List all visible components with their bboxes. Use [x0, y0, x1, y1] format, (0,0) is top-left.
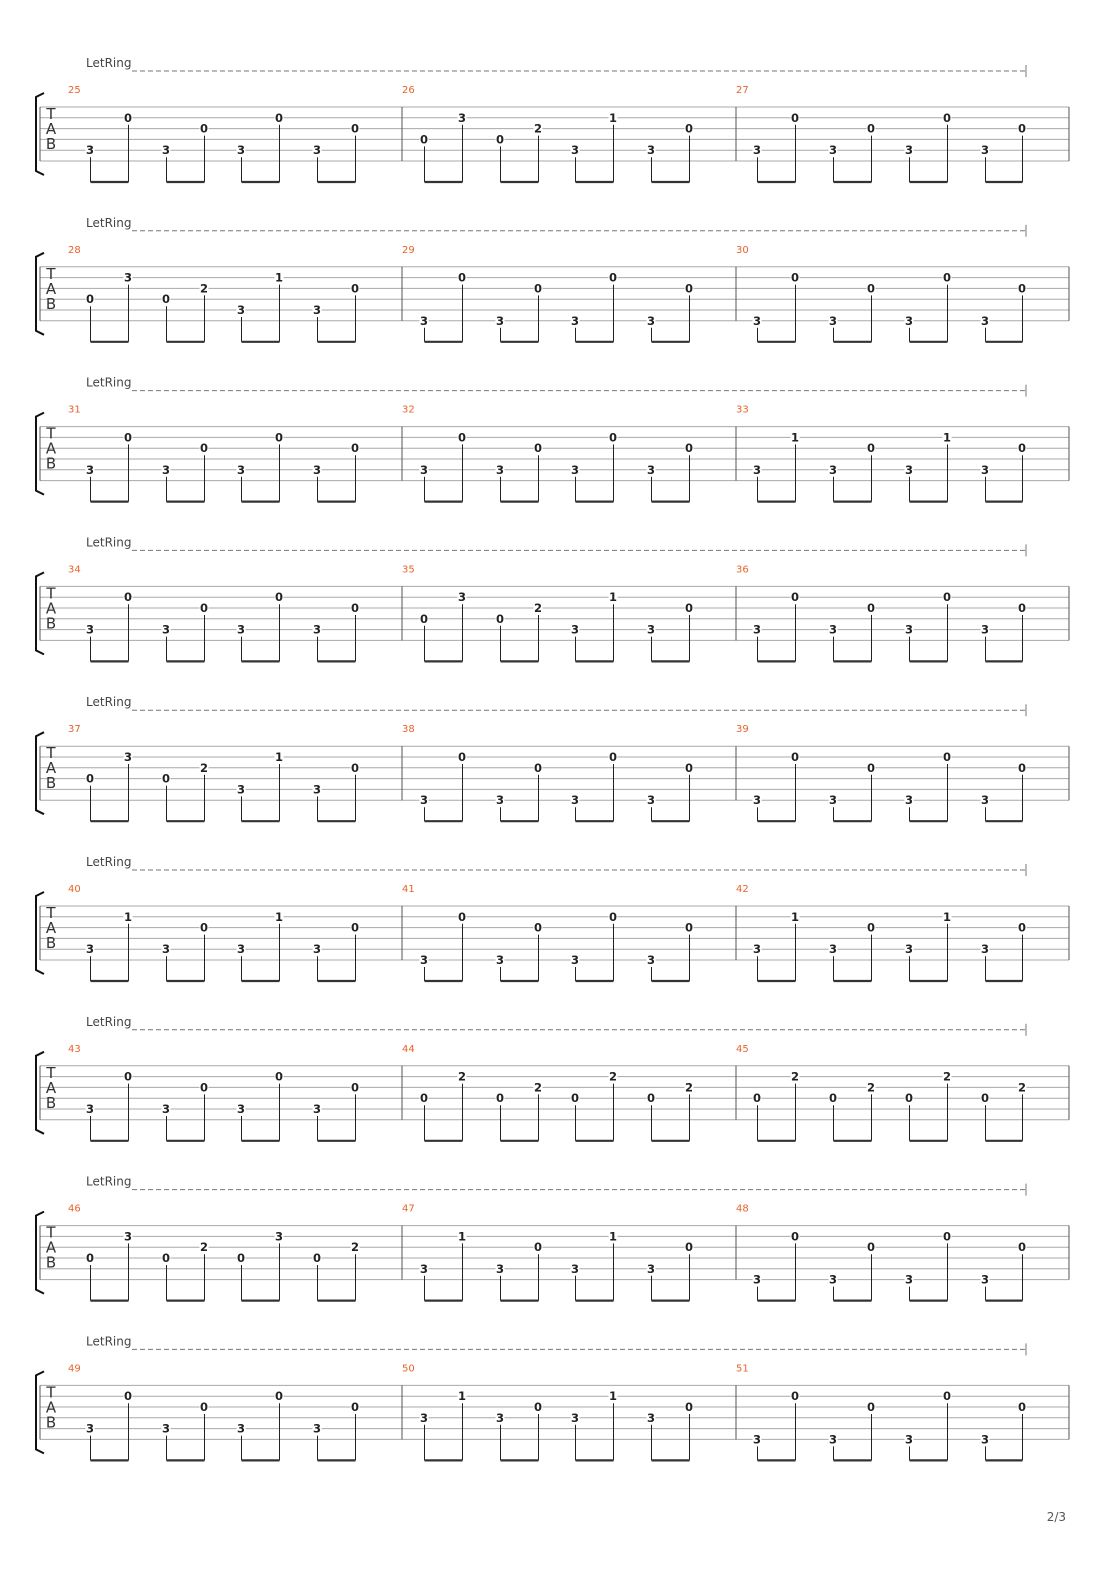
fret-number: 0: [312, 1251, 322, 1265]
fret-number: 3: [312, 462, 322, 477]
fret-number: 0: [161, 292, 171, 307]
fret-number: 0: [350, 760, 360, 775]
tab-clef-letter: B: [45, 454, 57, 473]
fret-number: 3: [828, 313, 838, 328]
fret-number: 3: [123, 1229, 133, 1244]
fret-number: 0: [790, 1229, 800, 1244]
fret-number: 1: [274, 909, 284, 924]
fret-number: 1: [123, 909, 133, 924]
measure-number: 35: [402, 564, 415, 576]
fret-number: 0: [350, 1400, 360, 1414]
tab-clef-letter: B: [45, 1253, 57, 1272]
fret-number: 3: [161, 1421, 171, 1436]
fret-number: 3: [752, 1272, 762, 1287]
fret-number: 3: [570, 462, 580, 477]
tab-clef-letter: B: [45, 135, 57, 153]
tab-clef-letter: T: [46, 264, 56, 283]
fret-number: 0: [942, 1389, 952, 1404]
fret-number: 3: [457, 590, 467, 605]
fret-number: 3: [123, 750, 133, 764]
fret-number: 0: [1017, 441, 1027, 456]
tab-system: [36, 376, 1069, 502]
fret-number: 3: [904, 622, 914, 637]
fret-number: 0: [942, 1229, 952, 1244]
measure-number: 31: [68, 404, 81, 416]
fret-number: 1: [608, 590, 618, 605]
fret-number: 0: [533, 441, 543, 456]
fret-number: 3: [828, 793, 838, 808]
letring-label: LetRing: [86, 695, 132, 710]
measure-number: 36: [736, 564, 749, 576]
fret-number: 3: [161, 143, 171, 158]
fret-number: 3: [828, 143, 838, 158]
tab-system: [36, 855, 1069, 981]
fret-number: 3: [85, 1102, 95, 1116]
fret-number: 2: [942, 1069, 952, 1084]
fret-number: 3: [646, 622, 656, 637]
fret-number: 3: [752, 1432, 762, 1447]
fret-number: 0: [274, 1069, 284, 1084]
fret-number: 2: [199, 281, 209, 296]
fret-number: 3: [904, 313, 914, 328]
fret-number: 3: [236, 782, 246, 797]
fret-number: 0: [495, 1091, 505, 1106]
fret-number: 3: [980, 143, 990, 158]
fret-number: 0: [274, 110, 284, 125]
fret-number: 3: [495, 1261, 505, 1276]
measure-number: 48: [736, 1203, 749, 1215]
fret-number: 0: [495, 611, 505, 626]
letring-label: LetRing: [86, 1334, 132, 1349]
fret-number: 3: [419, 1261, 429, 1276]
fret-number: 3: [570, 1261, 580, 1276]
fret-number: 0: [684, 121, 694, 136]
letring-label: LetRing: [86, 56, 132, 70]
fret-number: 3: [570, 622, 580, 637]
fret-number: 3: [85, 622, 95, 637]
fret-number: 0: [866, 441, 876, 456]
tab-clef-letter: B: [45, 1093, 57, 1112]
fret-number: 3: [85, 462, 95, 477]
fret-number: 0: [1017, 601, 1027, 615]
tab-system: [36, 695, 1069, 821]
letring-label: LetRing: [86, 375, 132, 390]
fret-number: 0: [419, 1091, 429, 1106]
fret-number: 3: [904, 1272, 914, 1287]
fret-number: 3: [828, 942, 838, 957]
fret-number: 3: [495, 313, 505, 328]
fret-number: 3: [312, 782, 322, 797]
fret-number: 0: [161, 771, 171, 786]
fret-number: 0: [533, 1240, 543, 1255]
tab-clef-letter: A: [45, 759, 57, 778]
fret-number: 3: [828, 1432, 838, 1447]
fret-number: 0: [123, 1389, 133, 1404]
fret-number: 0: [457, 750, 467, 764]
fret-number: 0: [866, 1400, 876, 1414]
fret-number: 3: [274, 1229, 284, 1244]
fret-number: 3: [161, 622, 171, 637]
fret-number: 3: [236, 143, 246, 158]
fret-number: 3: [646, 1410, 656, 1425]
fret-number: 3: [419, 1410, 429, 1425]
measure-number: 40: [68, 884, 81, 895]
measure-number: 28: [68, 244, 81, 256]
fret-number: 0: [123, 1069, 133, 1084]
fret-number: 2: [199, 1240, 209, 1255]
fret-number: 0: [942, 270, 952, 285]
fret-number: 1: [608, 110, 618, 125]
fret-number: 3: [980, 313, 990, 328]
fret-number: 3: [828, 1272, 838, 1287]
fret-number: 0: [608, 430, 618, 445]
tab-clef-letter: T: [46, 1383, 56, 1402]
fret-number: 3: [570, 313, 580, 328]
letring-label: LetRing: [86, 215, 132, 230]
tab-system: [36, 56, 1069, 182]
measure-number: 45: [736, 1043, 749, 1055]
fret-number: 3: [161, 942, 171, 957]
fret-number: 0: [684, 441, 694, 456]
tab-clef-letter: T: [46, 744, 56, 763]
fret-number: 3: [312, 143, 322, 158]
fret-number: 3: [752, 143, 762, 158]
fret-number: 3: [85, 942, 95, 957]
tab-system: [36, 1334, 1069, 1460]
tab-clef-letter: T: [46, 1063, 56, 1082]
tab-clef-letter: T: [46, 584, 56, 603]
fret-number: 0: [684, 1400, 694, 1414]
fret-number: 3: [980, 622, 990, 637]
tab-clef-letter: T: [46, 105, 56, 123]
fret-number: 3: [570, 143, 580, 158]
fret-number: 0: [866, 121, 876, 136]
fret-number: 3: [419, 793, 429, 808]
fret-number: 2: [790, 1069, 800, 1084]
fret-number: 0: [684, 920, 694, 935]
fret-number: 0: [533, 760, 543, 775]
measure-number: 49: [68, 1363, 81, 1375]
fret-number: 0: [85, 771, 95, 786]
fret-number: 0: [419, 132, 429, 147]
fret-number: 3: [236, 1421, 246, 1436]
letring-label: LetRing: [86, 535, 132, 550]
fret-number: 0: [608, 750, 618, 764]
fret-number: 0: [199, 121, 209, 136]
fret-number: 0: [790, 110, 800, 125]
fret-number: 0: [457, 430, 467, 445]
page-number: 2/3: [1046, 1510, 1066, 1524]
fret-number: 0: [942, 750, 952, 764]
fret-number: 0: [236, 1251, 246, 1265]
fret-number: 0: [1017, 760, 1027, 775]
fret-number: 0: [533, 1400, 543, 1414]
tab-clef-letter: A: [45, 279, 57, 298]
fret-number: 0: [646, 1091, 656, 1106]
fret-number: 3: [570, 953, 580, 967]
tab-system: [36, 216, 1069, 342]
fret-number: 0: [1017, 920, 1027, 935]
fret-number: 3: [85, 143, 95, 158]
fret-number: 3: [980, 462, 990, 477]
tab-clef-letter: A: [45, 919, 57, 937]
fret-number: 0: [350, 920, 360, 935]
fret-number: 3: [752, 942, 762, 957]
fret-number: 1: [274, 270, 284, 285]
tab-clef-letter: A: [45, 599, 57, 618]
fret-number: 3: [646, 1261, 656, 1276]
tab-clef-letter: A: [45, 1398, 57, 1417]
fret-number: 3: [980, 793, 990, 808]
measure-number: 25: [68, 85, 81, 96]
fret-number: 0: [608, 909, 618, 924]
fret-number: 2: [608, 1069, 618, 1084]
tab-clef-letter: A: [45, 120, 57, 138]
tab-clef-letter: A: [45, 1078, 57, 1097]
fret-number: 0: [274, 430, 284, 445]
fret-number: 0: [199, 1400, 209, 1414]
fret-number: 0: [1017, 1400, 1027, 1414]
letring-label: LetRing: [86, 855, 132, 869]
fret-number: 3: [312, 1102, 322, 1116]
fret-number: 3: [312, 942, 322, 957]
measure-number: 37: [68, 724, 81, 736]
fret-number: 3: [312, 622, 322, 637]
measure-number: 34: [68, 564, 81, 576]
fret-number: 3: [752, 622, 762, 637]
letring-label: LetRing: [86, 1014, 132, 1029]
fret-number: 3: [236, 303, 246, 317]
tab-clef-letter: T: [46, 904, 56, 922]
tab-clef-letter: B: [45, 1413, 57, 1432]
fret-number: 0: [419, 611, 429, 626]
fret-number: 1: [942, 909, 952, 924]
fret-number: 3: [236, 622, 246, 637]
fret-number: 0: [123, 110, 133, 125]
fret-number: 3: [236, 462, 246, 477]
fret-number: 0: [942, 590, 952, 605]
measure-number: 42: [736, 884, 749, 895]
fret-number: 0: [1017, 1240, 1027, 1255]
fret-number: 0: [866, 1240, 876, 1255]
fret-number: 2: [866, 1080, 876, 1095]
measure-number: 32: [402, 404, 415, 416]
measure-number: 30: [736, 244, 749, 256]
fret-number: 0: [570, 1091, 580, 1106]
fret-number: 0: [85, 1251, 95, 1265]
fret-number: 0: [274, 1389, 284, 1404]
tab-system: [36, 535, 1069, 661]
fret-number: 3: [570, 793, 580, 808]
fret-number: 3: [904, 942, 914, 957]
measure-number: 27: [736, 85, 749, 96]
fret-number: 2: [533, 121, 543, 136]
fret-number: 0: [350, 441, 360, 456]
fret-number: 0: [752, 1091, 762, 1106]
fret-number: 2: [199, 760, 209, 775]
fret-number: 0: [123, 430, 133, 445]
fret-number: 1: [790, 430, 800, 445]
fret-number: 2: [533, 601, 543, 615]
fret-number: 3: [419, 462, 429, 477]
fret-number: 2: [350, 1240, 360, 1255]
tab-clef-letter: B: [45, 614, 57, 633]
fret-number: 0: [533, 920, 543, 935]
fret-number: 3: [495, 793, 505, 808]
fret-number: 0: [533, 281, 543, 296]
fret-number: 2: [1017, 1080, 1027, 1095]
fret-number: 3: [646, 793, 656, 808]
measure-number: 50: [402, 1363, 415, 1375]
tab-clef-letter: A: [45, 1238, 57, 1257]
fret-number: 0: [684, 601, 694, 615]
fret-number: 0: [866, 760, 876, 775]
measure-number: 47: [402, 1203, 415, 1215]
fret-number: 0: [274, 590, 284, 605]
fret-number: 3: [752, 793, 762, 808]
fret-number: 0: [123, 590, 133, 605]
fret-number: 0: [199, 441, 209, 456]
letring-label: LetRing: [86, 1174, 132, 1189]
fret-number: 1: [457, 1389, 467, 1404]
fret-number: 1: [942, 430, 952, 445]
fret-number: 1: [790, 909, 800, 924]
fret-number: 3: [646, 953, 656, 967]
measure-number: 39: [736, 724, 749, 736]
measure-number: 51: [736, 1363, 749, 1375]
measure-number: 44: [402, 1043, 415, 1055]
fret-number: 1: [608, 1229, 618, 1244]
fret-number: 0: [350, 121, 360, 136]
fret-number: 3: [123, 270, 133, 285]
fret-number: 0: [684, 281, 694, 296]
fret-number: 0: [790, 590, 800, 605]
fret-number: 0: [350, 601, 360, 615]
fret-number: 3: [904, 143, 914, 158]
measure-number: 43: [68, 1043, 81, 1055]
fret-number: 0: [457, 270, 467, 285]
fret-number: 0: [350, 281, 360, 296]
fret-number: 0: [1017, 281, 1027, 296]
fret-number: 0: [828, 1091, 838, 1106]
fret-number: 0: [199, 920, 209, 935]
fret-number: 2: [533, 1080, 543, 1095]
tab-clef-letter: A: [45, 439, 57, 458]
fret-number: 3: [419, 313, 429, 328]
measure-number: 38: [402, 724, 415, 736]
fret-number: 0: [457, 909, 467, 924]
fret-number: 0: [790, 1389, 800, 1404]
fret-number: 3: [312, 1421, 322, 1436]
fret-number: 0: [1017, 121, 1027, 136]
fret-number: 3: [828, 622, 838, 637]
fret-number: 0: [199, 601, 209, 615]
fret-number: 0: [350, 1080, 360, 1095]
fret-number: 3: [646, 313, 656, 328]
fret-number: 1: [457, 1229, 467, 1244]
fret-number: 3: [904, 462, 914, 477]
fret-number: 0: [684, 1240, 694, 1255]
measure-number: 46: [68, 1203, 81, 1215]
fret-number: 0: [85, 292, 95, 307]
fret-number: 3: [457, 110, 467, 125]
fret-number: 0: [608, 270, 618, 285]
fret-number: 0: [495, 132, 505, 147]
fret-number: 0: [199, 1080, 209, 1095]
fret-number: 3: [495, 1410, 505, 1425]
fret-number: 3: [752, 462, 762, 477]
fret-number: 3: [495, 953, 505, 967]
fret-number: 3: [161, 1102, 171, 1116]
fret-number: 2: [457, 1069, 467, 1084]
fret-number: 1: [274, 750, 284, 764]
fret-number: 3: [495, 462, 505, 477]
fret-number: 0: [866, 601, 876, 615]
fret-number: 3: [980, 1432, 990, 1447]
fret-number: 0: [904, 1091, 914, 1106]
tab-clef-letter: B: [45, 294, 57, 313]
fret-number: 3: [980, 1272, 990, 1287]
fret-number: 0: [161, 1251, 171, 1265]
fret-number: 3: [236, 942, 246, 957]
measure-number: 33: [736, 404, 749, 416]
fret-number: 3: [570, 1410, 580, 1425]
fret-number: 3: [236, 1102, 246, 1116]
fret-number: 3: [312, 303, 322, 317]
fret-number: 3: [904, 793, 914, 808]
tab-clef-letter: T: [46, 1223, 56, 1242]
fret-number: 0: [866, 920, 876, 935]
tab-clef-letter: B: [45, 774, 57, 793]
measure-number: 29: [402, 244, 415, 256]
fret-number: 0: [980, 1091, 990, 1106]
fret-number: 0: [790, 270, 800, 285]
measure-number: 26: [402, 85, 415, 96]
fret-number: 3: [752, 313, 762, 328]
fret-number: 0: [790, 750, 800, 764]
fret-number: 3: [419, 953, 429, 967]
fret-number: 3: [980, 942, 990, 957]
fret-number: 3: [646, 143, 656, 158]
fret-number: 1: [608, 1389, 618, 1404]
tab-clef-letter: B: [45, 934, 57, 952]
fret-number: 3: [85, 1421, 95, 1436]
fret-number: 3: [904, 1432, 914, 1447]
tab-clef-letter: T: [46, 424, 56, 443]
fret-number: 3: [161, 462, 171, 477]
fret-number: 2: [684, 1080, 694, 1095]
fret-number: 0: [866, 281, 876, 296]
fret-number: 0: [684, 760, 694, 775]
tab-system: [36, 1175, 1069, 1301]
fret-number: 0: [942, 110, 952, 125]
measure-number: 41: [402, 884, 415, 895]
fret-number: 3: [646, 462, 656, 477]
fret-number: 3: [828, 462, 838, 477]
tab-system: [36, 1015, 1069, 1141]
